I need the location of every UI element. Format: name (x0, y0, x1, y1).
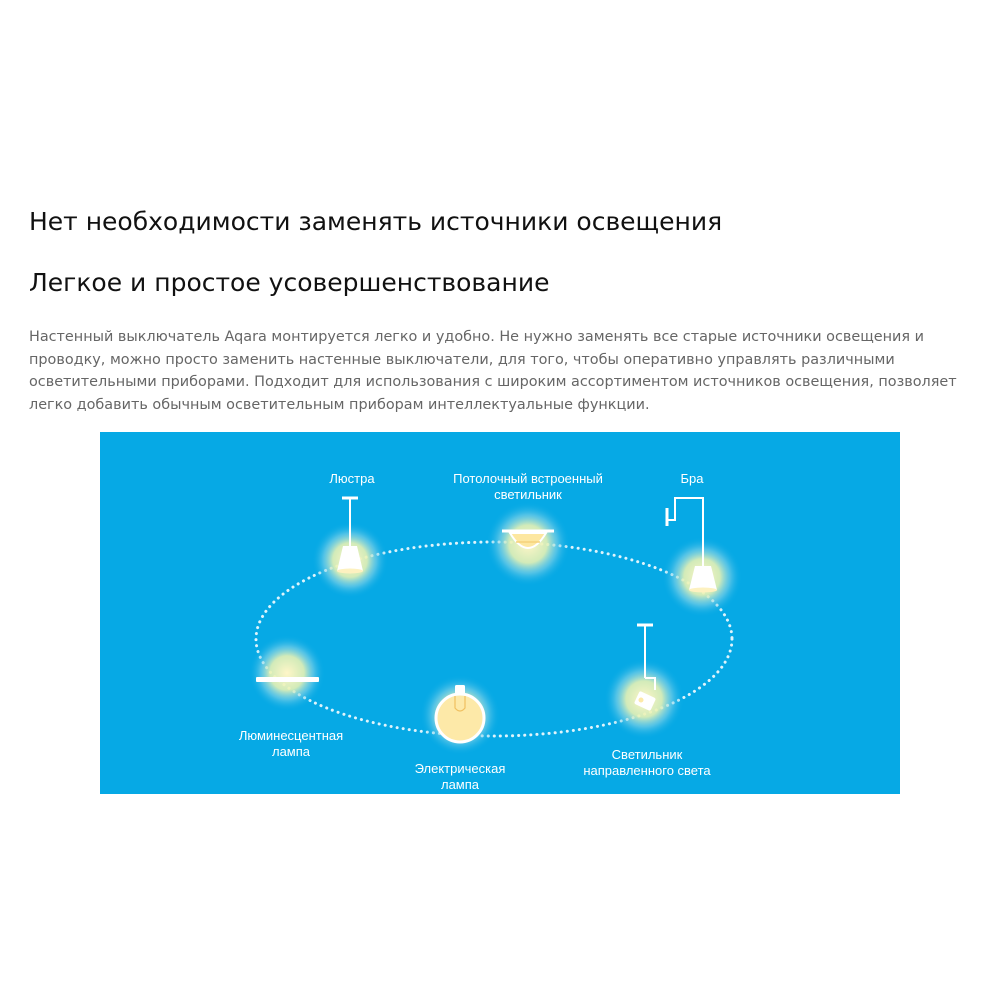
description-line: легко добавить обычным осветительным приборам интеллектуальные функции. (29, 396, 650, 413)
description-line: осветительными приборами. Подходит для использования с широким ассортиментом источников освещения, позволяет (29, 374, 957, 390)
fluorescent-lamp (239, 635, 343, 759)
light-bulb-label: лампа (440, 777, 480, 792)
chandelier-lamp (312, 471, 388, 598)
fluorescent-label: лампа (271, 744, 311, 759)
spotlight-label: направленного света (583, 763, 711, 778)
page-title: Нет необходимости заменять источники освещения (29, 207, 723, 236)
fluorescent-label: Люминесцентная (238, 728, 344, 743)
ceiling-light-label: Потолочный встроенный (453, 471, 603, 486)
fluorescent-glow (249, 635, 325, 711)
description-paragraph (29, 326, 959, 416)
chandelier-label: Люстра (329, 471, 375, 486)
description-line: проводку, можно просто заменить настенные выключатели, для того, чтобы оперативно управлять различными (29, 351, 895, 368)
wall-sconce-lamp (662, 471, 742, 617)
spotlight-label: Светильник (611, 747, 683, 762)
page-subtitle: Легкое и простое усовершенствование (29, 268, 550, 297)
light-bulb-label: Электрическая (414, 761, 506, 776)
spotlight-lamp (583, 625, 711, 778)
light-bulb-lamp (415, 675, 506, 792)
wall-sconce-label: Бра (680, 471, 704, 486)
description-line: Настенный выключатель Aqara монтируется легко и удобно. Не нужно заменять все старые источники освещения и (29, 329, 924, 345)
lighting-types-banner (100, 432, 900, 794)
ceiling-light-label: светильник (494, 487, 562, 502)
ceiling-light-lamp (453, 471, 603, 586)
fluorescent-lamp-icon (256, 677, 319, 682)
lighting-types-illustration (100, 432, 900, 794)
